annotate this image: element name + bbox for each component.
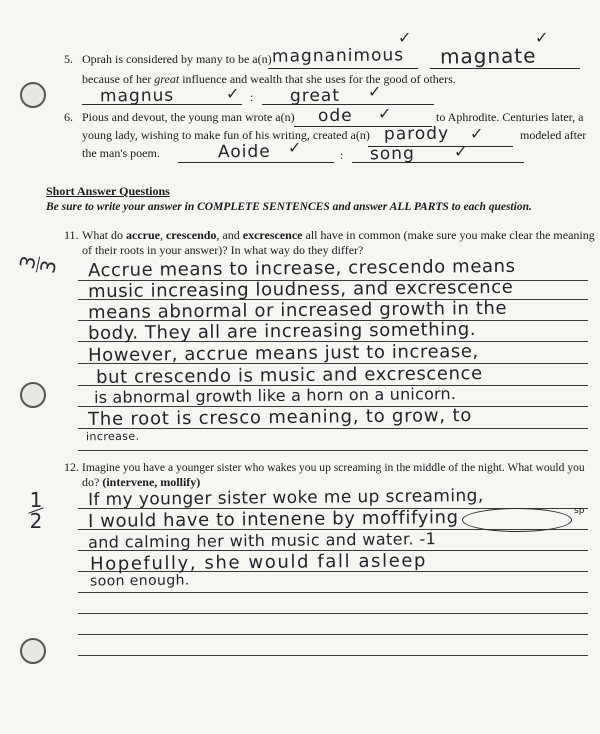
binder-hole-middle: [20, 382, 46, 408]
q5-colon: :: [250, 90, 254, 104]
q12-answer-line: Hopefully, she would fall asleep: [89, 550, 428, 575]
q12-score-numerator: 1: [29, 488, 43, 512]
q5-check-2: ✓: [535, 28, 549, 47]
q12-answer-line: If my younger sister woke me up screaming,: [87, 485, 484, 511]
q6-check-3: ✓: [288, 138, 302, 157]
q6-text-line2b: modeled after: [520, 128, 587, 142]
q6-root: Aoide: [217, 141, 271, 163]
q11-answer-line: but crescendo is music and excrescence: [95, 362, 483, 389]
q5-number: 5.: [64, 52, 73, 66]
section-instructions: Be sure to write your answer in COMPLETE SENTENCES and answer ALL PARTS to each question.: [46, 201, 532, 213]
q6-number: 6.: [64, 110, 73, 124]
q5-answer1: magnanimous: [271, 45, 405, 67]
q12-text-line1: Imagine you have a younger sister who wakes you up screaming in the middle of the night. What would you: [82, 461, 585, 474]
q11-score-denominator: 3: [35, 257, 62, 276]
q12-rule-line-6: [78, 613, 588, 614]
q12-rule-line-8: [78, 655, 588, 656]
q6-answer1: ode: [317, 105, 353, 127]
q12-number: 12.: [64, 460, 79, 474]
q6-text-line1a: Pious and devout, the young man wrote a(n): [82, 110, 295, 124]
q11-answer-line: The root is cresco meaning, to grow, to: [87, 404, 473, 431]
q6-check-4: ✓: [454, 142, 468, 161]
q11-rule-line-9: [78, 450, 588, 451]
q6-colon: :: [340, 148, 344, 162]
q12-rule-line-7: [78, 634, 588, 635]
q11-answer-line: increase.: [85, 429, 140, 444]
q6-text-line3: the man's poem.: [82, 146, 160, 160]
q5-answer2: magnate: [439, 43, 537, 69]
q11-score-numerator: 3: [14, 253, 41, 272]
q12-spelling-circle: [462, 508, 572, 532]
q12-score-denominator: 2: [29, 509, 43, 533]
q6-text-line1b: to Aphrodite. Centuries later, a: [436, 110, 584, 124]
q11-text-line2: of their roots in your answer)? In what way do they differ?: [82, 243, 364, 257]
q11-score: [16, 250, 60, 278]
section-title: Short Answer Questions: [46, 184, 170, 198]
q5-answer1-line: [268, 68, 418, 69]
q5-text-line2: because of her great influence and wealth that she uses for the good of others.: [82, 72, 456, 86]
q6-root-line: [178, 162, 334, 163]
q11-text-line1: What do accrue, crescendo, and excrescence all have in common (make sure you make clear the meaning: [82, 228, 595, 242]
q6-check-2: ✓: [470, 124, 484, 143]
q11-answer-line: music increasing loudness, and excrescence: [87, 276, 514, 303]
q5-text-line1: Oprah is considered by many to be a(n): [82, 52, 272, 66]
q12-rule-line-5: [78, 592, 588, 593]
q6-text-line2a: young lady, wishing to make fun of his writing, created a(n): [82, 128, 370, 142]
q5-check-1: ✓: [398, 28, 412, 47]
q6-check-1: ✓: [378, 104, 392, 123]
q12-answer-line: I would have to intenene by moffifying: [87, 507, 459, 532]
q12-spelling-mark: sp: [574, 506, 585, 516]
binder-hole-top: [20, 82, 46, 108]
q11-answer-line: is abnormal growth like a horn on a unicorn.: [93, 384, 457, 407]
q12-answer-line: soon enough.: [89, 572, 190, 590]
q6-answer2: parody: [383, 123, 450, 145]
q5-check-4: ✓: [368, 82, 382, 101]
q12-text-line2: do? (intervene, mollify): [82, 475, 201, 489]
q5-meaning-line: [262, 104, 434, 105]
q5-root: magnus: [99, 85, 175, 107]
q11-answer-line: means abnormal or increased growth in the: [87, 297, 508, 324]
q12-score: [26, 490, 46, 531]
q5-check-3: ✓: [226, 84, 240, 103]
binder-hole-bottom: [20, 638, 46, 664]
q6-meaning: song: [369, 143, 415, 165]
q5-meaning: great: [289, 85, 341, 107]
q11-answer-line: body. They all are increasing something.: [87, 318, 477, 345]
q11-answer-line: Accrue means to increase, crescendo means: [87, 255, 516, 282]
q11-number: 11.: [64, 228, 79, 242]
q12-answer-line: and calming her with music and water. -1: [87, 529, 437, 552]
q11-answer-line: However, accrue means just to increase,: [87, 340, 479, 367]
